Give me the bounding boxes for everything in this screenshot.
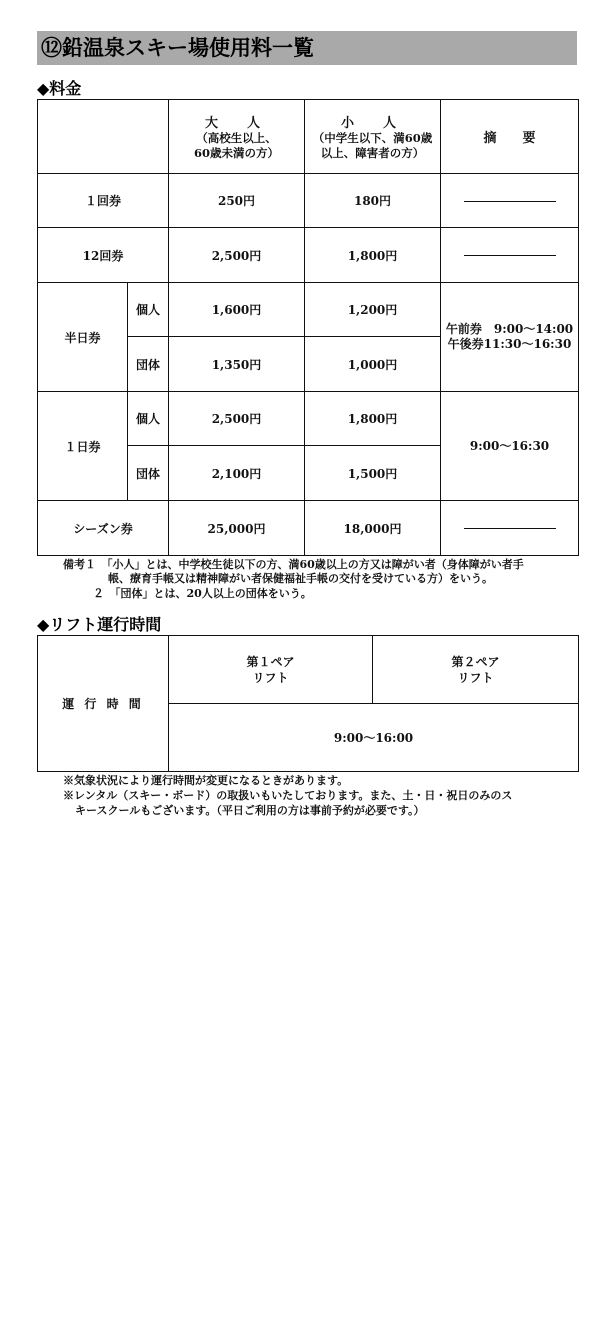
single-adult-price: 250円 [169,174,305,228]
table-row [38,228,579,283]
one-day-individual-label: 個人 [128,392,169,446]
child-header: 小 人 （中学生以下、満60歳 以上、障害者の方） [305,100,441,174]
lift-section-heading: ◆リフト運行時間 [37,615,162,634]
fee-note-1-line-2: 帳、療育手帳又は精神障がい者保健福祉手帳の交付を受けている方）をいう。 [108,572,493,585]
table-row [38,392,579,446]
empty-header-cell [38,100,169,174]
one-day-summary: 9:00～16:30 [441,392,579,501]
fee-section-heading: ◆料金 [37,79,82,98]
season-summary-dash [441,501,579,556]
one-day-group-label: 団体 [128,446,169,501]
twelve-summary-dash [441,228,579,283]
table-row [38,501,579,556]
one-day-individual-child: 1,800円 [305,392,441,446]
fee-header-row [38,100,579,174]
lift-2-header: 第２ペア リフト [373,636,579,704]
twelve-ticket-label: 12回券 [38,228,169,283]
half-day-individual-adult: 1,600円 [169,283,305,337]
twelve-child-price: 1,800円 [305,228,441,283]
table-row [38,174,579,228]
adult-header: 大 人 （高校生以上、 60歳未満の方） [169,100,305,174]
lift-hours-value: 9:00～16:00 [169,704,579,772]
lift-note-1: ※気象状況により運行時間が変更になるときがあります。 [63,774,349,787]
fee-table [37,99,579,556]
half-day-individual-label: 個人 [128,283,169,337]
lift-note-2-line-1: ※レンタル（スキー・ボード）の取扱いもいたしております。また、土・日・祝日のみのス [63,789,513,802]
single-summary-dash [441,174,579,228]
season-ticket-label: シーズン券 [38,501,169,556]
lift-1-header: 第１ペア リフト [169,636,373,704]
season-adult-price: 25,000円 [169,501,305,556]
one-day-individual-adult: 2,500円 [169,392,305,446]
one-day-group-adult: 2,100円 [169,446,305,501]
lift-header-row [38,636,579,704]
twelve-adult-price: 2,500円 [169,228,305,283]
page-title: ⑫鉛温泉スキー場使用料一覧 [37,31,577,65]
one-day-group-child: 1,500円 [305,446,441,501]
fee-note-2: ２ 「団体」とは、20人以上の団体をいう。 [93,587,312,600]
lift-table [37,635,579,772]
half-day-summary: 午前券 9:00～14:00 午後券11:30～16:30 [441,283,579,392]
lift-note-2-line-2: キースクールもございます。（平日ご利用の方は事前予約が必要です。） [75,804,425,817]
table-row [38,283,579,337]
operating-hours-label: 運 行 時 間 [38,636,169,772]
half-day-group-child: 1,000円 [305,337,441,392]
summary-header: 摘 要 [441,100,579,174]
half-day-label: 半日券 [38,283,128,392]
single-child-price: 180円 [305,174,441,228]
half-day-individual-child: 1,200円 [305,283,441,337]
half-day-group-adult: 1,350円 [169,337,305,392]
season-child-price: 18,000円 [305,501,441,556]
fee-note-1-line-1: 備考１ 「小人」とは、中学校生徒以下の方、満60歳以上の方又は障がい者（身体障がい者手 [63,558,524,571]
single-ticket-label: １回券 [38,174,169,228]
one-day-label: １日券 [38,392,128,501]
half-day-group-label: 団体 [128,337,169,392]
